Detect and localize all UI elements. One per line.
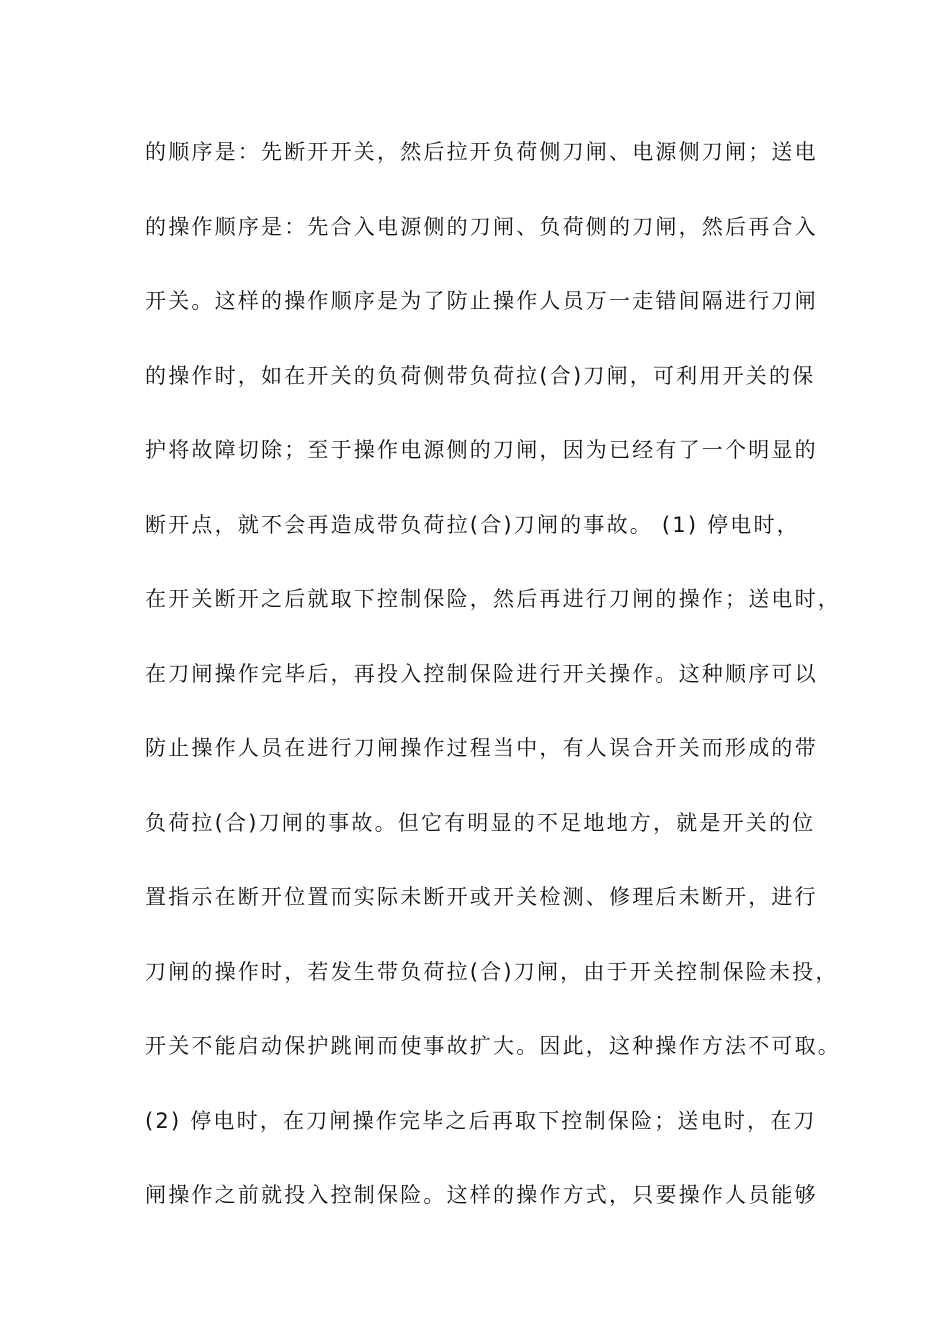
text-line: 护将故障切除；至于操作电源侧的刀闸，因为已经有了一个明显的 (145, 438, 818, 462)
text-line: 置指示在断开位置而实际未断开或开关检测、修理后未断开，进行 (145, 885, 818, 909)
text-line: 闸操作之前就投入控制保险。这样的操作方式，只要操作人员能够 (145, 1183, 818, 1207)
text-line: 的操作时，如在开关的负荷侧带负荷拉(合)刀闸，可利用开关的保 (145, 363, 816, 388)
text-line: 开关不能启动保护跳闸而使事故扩大。因此，这种操作方法不可取。 (145, 1034, 841, 1058)
text-line: 防止操作人员在进行刀闸操作过程当中，有人误合开关而形成的带 (145, 736, 818, 760)
text-line: 刀闸的操作时，若发生带负荷拉(合)刀闸，由于开关控制保险未投， (145, 959, 839, 984)
text-line: 开关。这样的操作顺序是为了防止操作人员万一走错间隔进行刀闸 (145, 289, 818, 313)
body-text (145, 130, 841, 1248)
text-line: 在开关断开之后就取下控制保险，然后再进行刀闸的操作；送电时， (145, 587, 841, 611)
text-line: 断开点，就不会再造成带负荷拉(合)刀闸的事故。 (1) 停电时， (145, 512, 800, 537)
text-line: 的顺序是：先断开开关，然后拉开负荷侧刀闸、电源侧刀闸；送电 (145, 140, 818, 164)
text-line: 负荷拉(合)刀闸的事故。但它有明显的不足地地方，就是开关的位 (145, 810, 816, 835)
text-line: 的操作顺序是：先合入电源侧的刀闸、负荷侧的刀闸，然后再合入 (145, 214, 818, 239)
text-line: (2) 停电时，在刀闸操作完毕之后再取下控制保险；送电时，在刀 (145, 1108, 817, 1133)
text-line: 在刀闸操作完毕后，再投入控制保险进行开关操作。这种顺序可以 (145, 661, 818, 686)
